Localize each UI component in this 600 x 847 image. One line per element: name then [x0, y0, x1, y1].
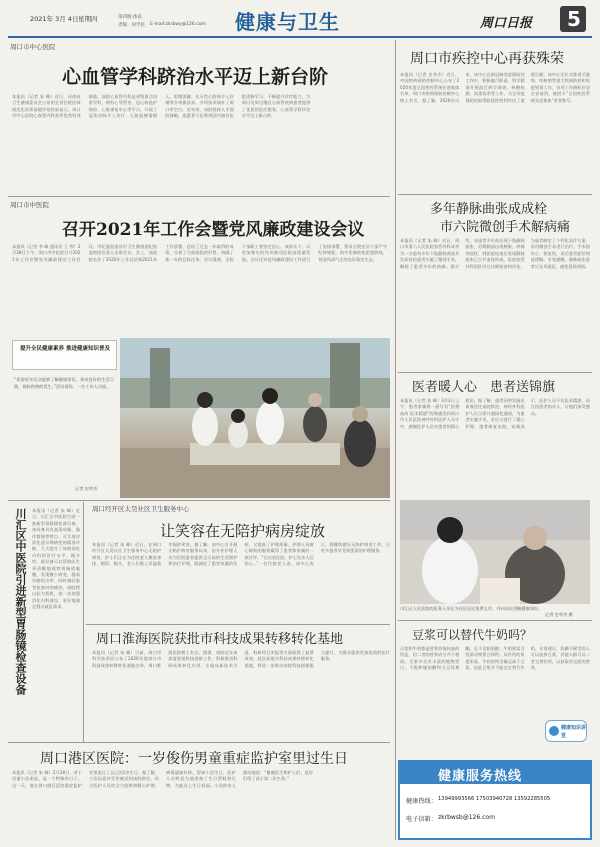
- a3-title: 让笑容在无陪护病房绽放: [160, 522, 326, 540]
- r1-title: 周口市疾控中心再获殊荣: [410, 51, 564, 67]
- a2-kicker: 周口市中医院: [10, 201, 49, 209]
- a1-title: 心血管学科跻治水平迈上新台阶: [62, 66, 329, 88]
- a5-body: 本报讯（记者 朱 峰）2月28日，对于男童小浩来说，是一个特殊的日子。这一天，他在周口港区医院重症监护室里度过了自己的1岁生日。据了解，小浩因意外受伤被送到该院救治，经过医护人员的全力抢救和精心护理，病情逐渐好转。得知小浩生日，医护人员特意为他准备了生日蛋糕和礼物，为他送上生日祝福。小浩的家人感动地说：“谢谢医生和护士们，是你们给了孩子第二次生命。”: [12, 770, 313, 788]
- photo1-rule: [8, 500, 390, 501]
- a1-rule: [8, 196, 390, 197]
- hotline-box: [398, 760, 592, 840]
- a4-rule: [8, 742, 390, 743]
- campaign-sign-text: 提升全民健康素养 推进健康知识普及: [20, 346, 110, 352]
- side-title: 川汇区中医院引进新型胃肠镜检查设备: [14, 508, 27, 695]
- free-clinic-caption: 川汇区人民医院的医务人员在为社区居民免费义诊，并向居民讲解健康知识。: [400, 606, 543, 611]
- hotline-phone-label: 健康热线：: [406, 798, 437, 805]
- r4-title: 豆浆可以替代牛奶吗？: [412, 628, 533, 642]
- r4-badge: [545, 720, 587, 742]
- r4-body: 豆浆和牛奶都是营养价值较高的饮品，但二者的营养成分并不相同。豆浆中含有丰富的植物蛋白、不饱和脂肪酸和大豆异黄酮，且不含胆固醇；牛奶则富含优质动物蛋白和钙。从补钙的角度来看，牛奶的钙含量远高于豆浆，因此豆浆并不能完全替代牛奶。专家建议，乳糖不耐受的人可以选择豆浆，其他人群可以二者交替饮用，以获取更全面的营养。: [400, 646, 590, 671]
- a1-body: 本报讯（记者 朱 峰）近日，河南省卫生健康委员会公布的全省住院医师规范化培训基地评估结果显示，周口市中心医院心血管内科获评优秀培训基地。该院心血管内科是省级重点培育学科，拥有心导管室、冠心病监护病房、心脏康复中心等平台，开展了冠状动脉介入治疗、心脏起搏器植入、射频消融、先天性心脏病介入封堵等多项新技术，多项技术填补了周口市空白。近年来，该院坚持人才强院战略，选派骨干医师到国内知名医院进修学习，不断提升诊疗能力，为周口及周边地区心血管疾病患者提供了优质的医疗服务，心血管学科诊治水平迈上新台阶。: [12, 94, 311, 119]
- a1-kicker: 周口市中心医院: [10, 43, 56, 51]
- header-weekday: 星期四: [78, 15, 98, 23]
- r2-title-line1: 多年静脉曲张成成栓: [430, 202, 548, 217]
- r3-rule: [398, 620, 592, 621]
- main-column-divider: [395, 40, 396, 840]
- r1-rule: [398, 194, 592, 195]
- free-clinic-photo: [400, 500, 590, 604]
- r4-badge-text: 健康知识讲堂: [561, 725, 587, 739]
- header-email: E-mail:zkrbwy@126.com: [150, 22, 206, 27]
- side-divider: [83, 502, 84, 742]
- r3-title: 医者暖人心 患者送锦旗: [412, 380, 556, 395]
- a3-body: 本报讯（记者 朱 峰）近日，在周口经开区太昊社区卫生服务中心无陪护病房，护士们正在为住院老人擦洗身体、喂饭、梳头，老人们脸上洋溢着幸福的笑容。据了解，该中心自开展无陪护病房服务以来，由专业护理人员为住院患者提供全天候的生活照护和治疗护理，既减轻了患者家属的负担，又提高了护理质量。护理人员耐心细致的服务赢得了患者和家属的一致好评。“在这里住院，护士比亲人还贴心。”一位住院老人说。该中心表示，将继续做好无陪护病房工作，让更多患者享受到优质的护理服务。: [92, 542, 390, 567]
- header-rule: [8, 36, 592, 38]
- health-campaign-photo: [120, 338, 390, 498]
- a4-title: 周口淮海医院获批市科技成果转移转化基地: [96, 632, 344, 647]
- r2-rule: [398, 372, 592, 373]
- header-editor: 责编：何学民: [118, 23, 145, 28]
- header-edition: 第四版·体讯: [118, 15, 142, 20]
- free-clinic-scene-illustration: [400, 500, 590, 604]
- hotline-phones: 13949993566 17503940728 13592285505: [438, 796, 551, 802]
- hotline-title: 健康服务热线: [438, 769, 523, 784]
- campaign-credit: 记者 史华杰: [75, 486, 98, 491]
- free-clinic-credit: 记者 史华杰 摄: [545, 612, 573, 617]
- hotline-email-label: 电子信箱：: [406, 816, 437, 823]
- page-header: [0, 0, 600, 40]
- section-title: 健康与卫生: [235, 10, 340, 34]
- a2-body: 本报讯（记者 李 峰 通讯员 王 智）2月28日下午，周口市中医院召开2021年工作会暨党风廉政建设工作会议。市纪委监委驻市卫生健康委纪检监察组负责人出席会议。会上，该院院长作了2020年工作总结和2021年工作部署，总结了过去一年取得的成绩，分析了当前面临的形势，明确了新一年的目标任务。会议强调，全院干部职工要坚定信心、真抓实干，以更加务实的作风推动医院高质量发展。会议还对党风廉政建设工作进行了安排部署，要求全院党员干部严守纪律规矩，筑牢拒腐防变思想防线，营造风清气正的良好政治生态。: [12, 244, 387, 262]
- a4-body: 本报讯（记者 朱 峰）日前，周口市科学技术局公布了2020年度周口市科技成果转移转化基地名单，周口淮海医院榜上有名。据悉，该院近年来高度重视科技创新工作，积极推进科研成果转化应用，在临床新技术引进、科研项目申报等方面取得了显著成效。此次获批市科技成果转移转化基地，将进一步推动该院科技创新能力提升，为群众提供更加优质的医疗服务。: [92, 650, 390, 668]
- a3-rule: [86, 624, 390, 625]
- campaign-sign: [12, 340, 117, 370]
- campaign-quote: “希望更多民众能够了解健康常识，养成良好的生活习惯，预防疾病的发生。”活动现场，一位工作人员说。: [14, 377, 114, 389]
- r2-body: 本报讯（记者 朱 峰）近日，周口市第六人民医院血管外科成功为一名患有多年下肢静脉曲张并发血栓的患者实施了微创手术，解除了患者多年的病痛。据介绍，该患者多年前出现下肢静脉曲张，近期腿部出现肿胀、疼痛等症状，到医院检查后发现静脉曲张已合并血栓形成。医院血管外科团队经过详细检查和评估，为患者制定了个性化治疗方案，采用微创手术进行治疗。手术创伤小、恢复快，术后患者症状明显缓解。专家提醒，静脉曲张患者应及早就医，避免延误病情。: [400, 238, 590, 269]
- a2-title: 召开2021年工作会暨党风廉政建设会议: [62, 220, 365, 240]
- side-body: 本报讯（记者 朱 峰）近日，川汇区中医院引进一套新型胃肠镜检查设备，该设备具有高清成像、操作简便等特点，可实现对消化道早期病变的精准诊断，大大提升了该院消化内科的诊疗水平。据介绍，新设备可以帮助医生更清晰地观察胃肠道黏膜，发现微小病变，提高早癌检出率，同时减轻患者检查时的痛苦。该院将以此为契机，进一步加强消化内科建设，更好地满足群众就医需求。: [32, 508, 80, 610]
- a5-title: 周口港区医院：一岁俊伤男童重症监护室里过生日: [40, 751, 348, 767]
- header-date: 2021年 3月 4日: [30, 15, 79, 23]
- badge-icon: [549, 726, 559, 736]
- a3-kicker: 周口经开区太昊社区卫生服务中心: [92, 505, 190, 513]
- r1-body: 本报讯（记者 史华杰）近日，中国疾病预防控制中心公布了2020年度全国疾控系统先进集体名单，周口市疾病预防控制中心榜上有名。据了解，2020年以来，该中心在新冠肺炎疫情防控工作中，积极履行职责，科学精准开展流行病学调查、核酸检测、消毒消杀等工作，为全市疫情防控取得阶段性胜利作出了重要贡献。该中心还扎实推进艾滋病、结核病等重大疾病防控和免疫规划工作，各项工作指标位居全省前列，被授予“全国疾控系统先进集体”荣誉称号。: [400, 72, 590, 103]
- campaign-scene-illustration: [120, 338, 390, 498]
- page-number: 5: [567, 7, 581, 31]
- paper-logo: 周口日报: [480, 16, 533, 31]
- hotline-email: zkrbwsb@126.com: [438, 814, 495, 821]
- r3-body: 本报讯（记者 朱 峰）3月2日上午，患者家属将一面写有“医德高尚 医术精湛”的锦旗送到周口市人民医院神经外科医护人员手中，感谢医护人员对患者的精心救治。据了解，患者因突发脑出血被送往该院救治，神经外科医护人员立即开通绿色通道，为患者实施手术，术后又进行了精心护理，患者康复出院。家属表示，医护人员不仅医术精湛，而且待患者如亲人，让他们深受感动。: [400, 398, 590, 429]
- r2-title-line2: 市六院微创手术解病痛: [440, 220, 571, 235]
